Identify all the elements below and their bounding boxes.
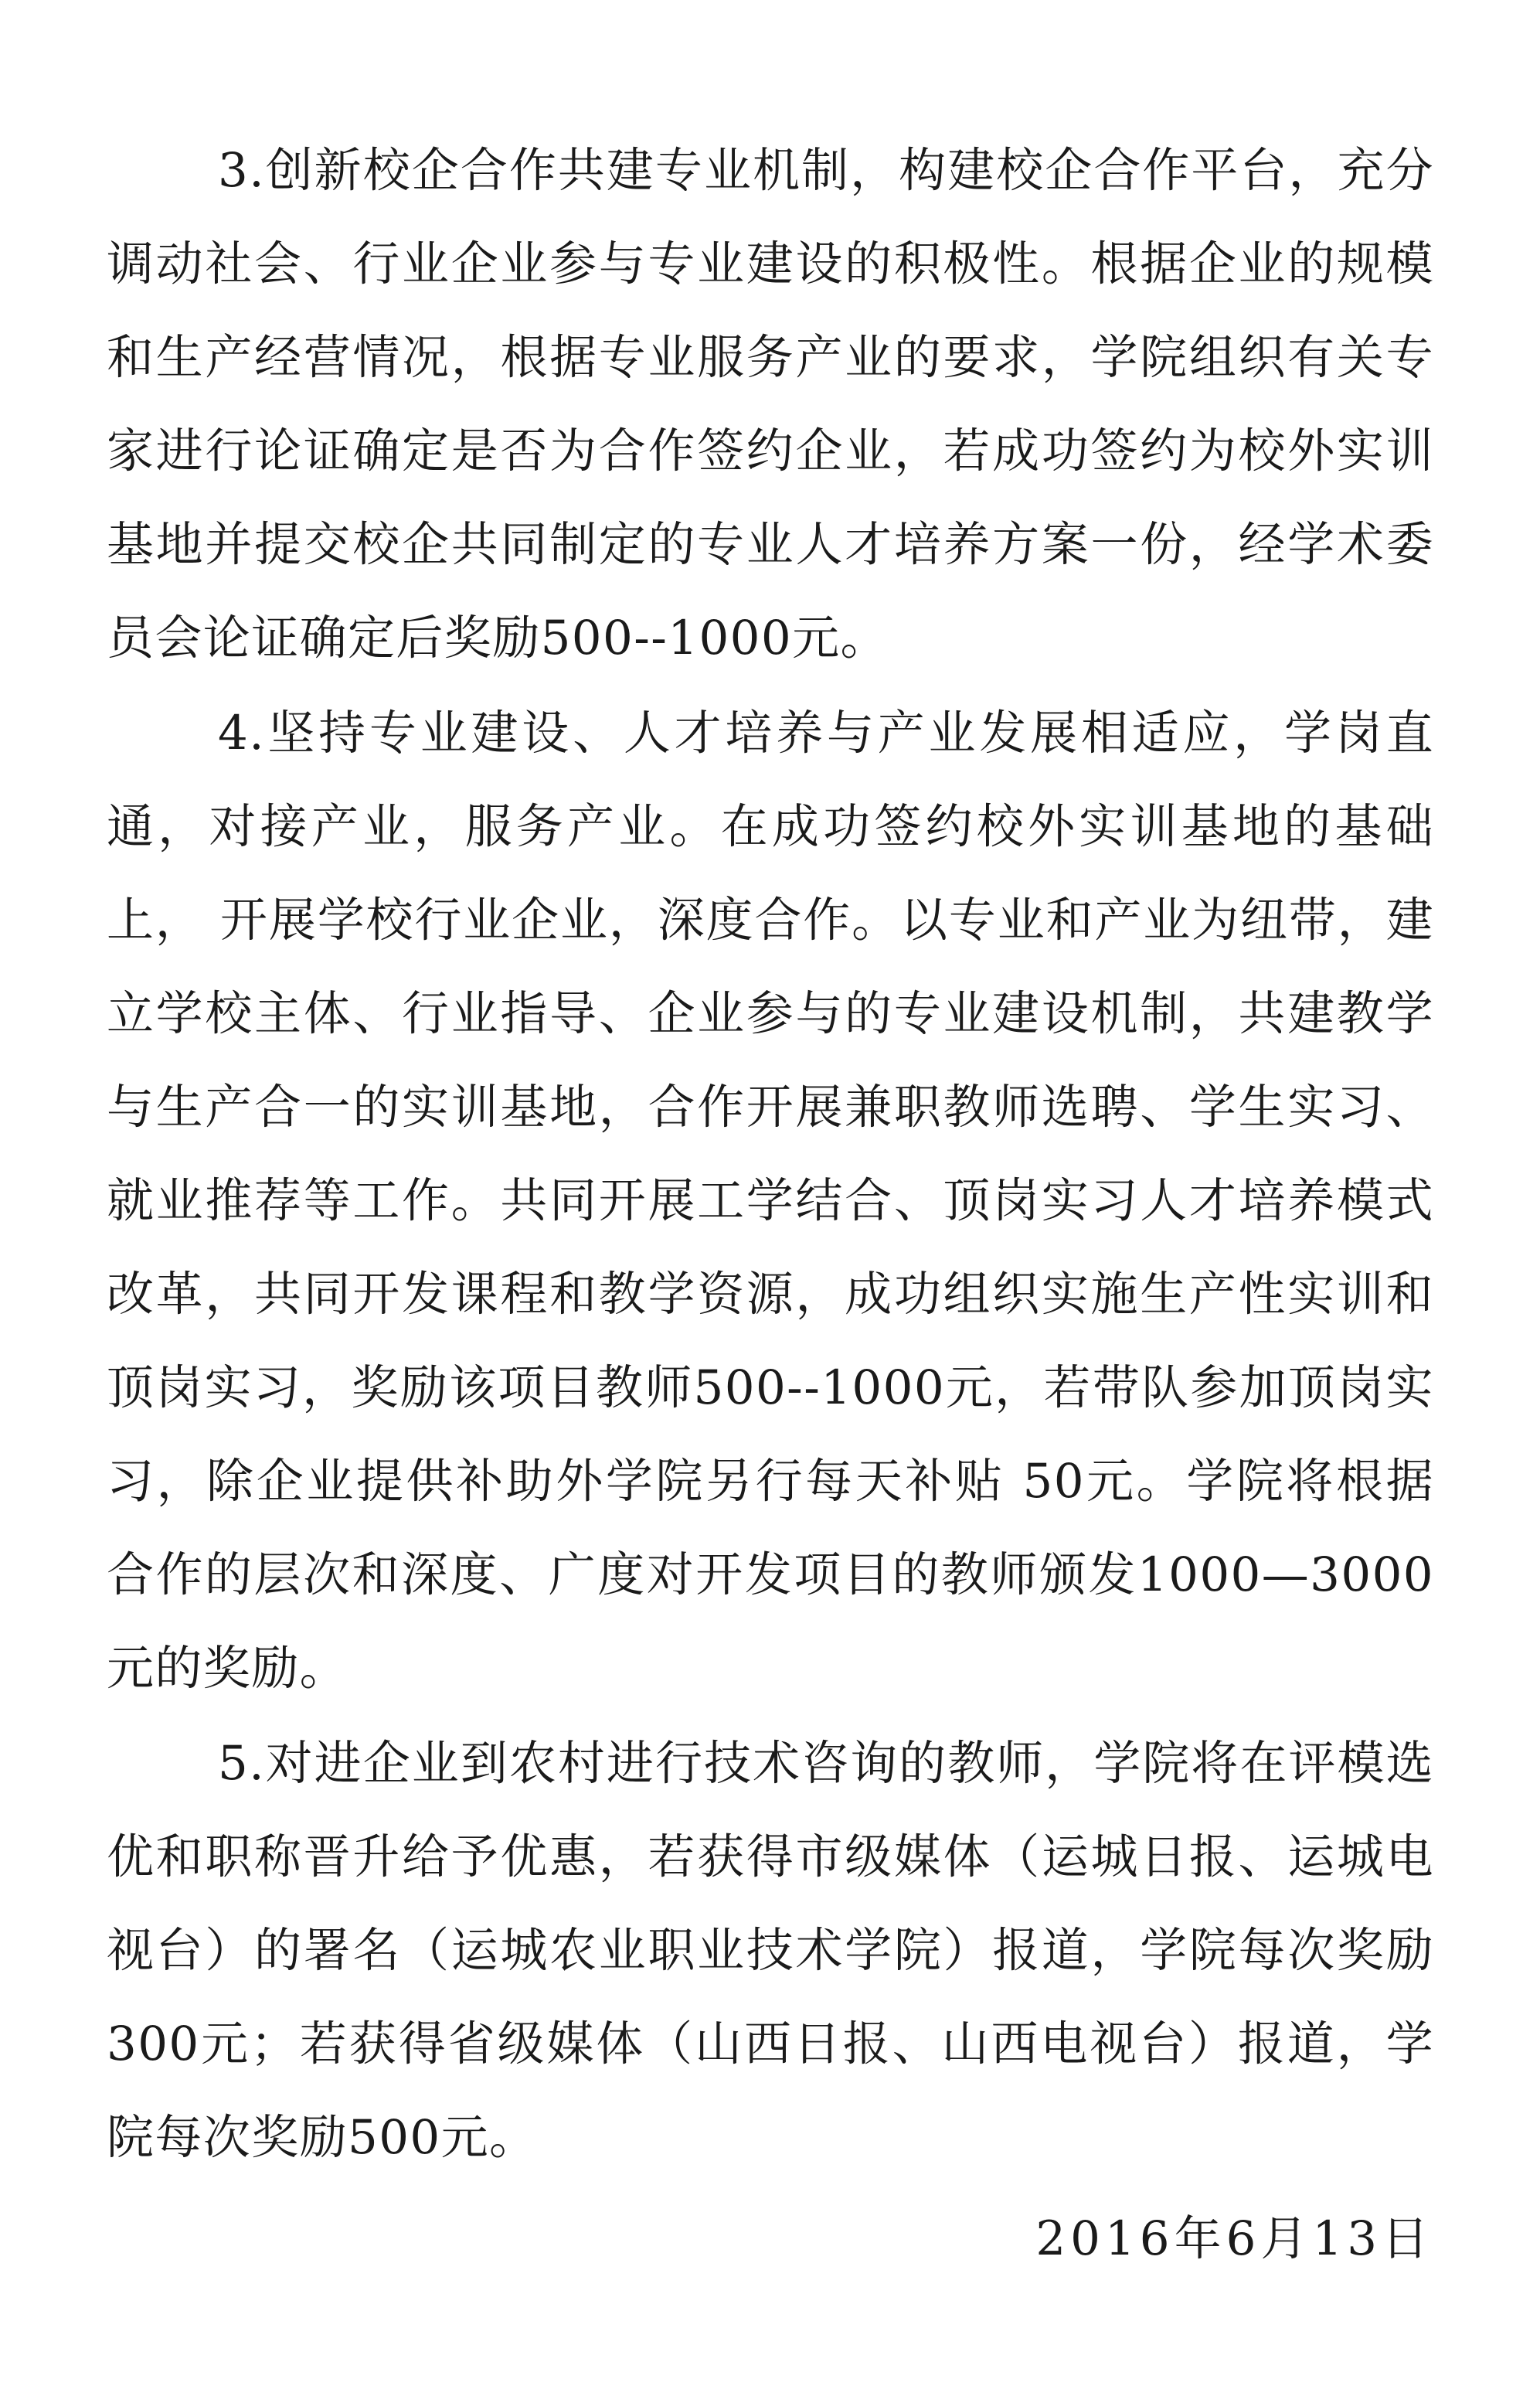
paragraph-item-4: 4.坚持专业建设、人才培养与产业发展相适应，学岗直通，对接产业，服务产业。在成功签约校外实训基地的基础上， 开展学校行业企业，深度合作。以专业和产业为纽带，建立学校主体、行业指导、企业参与的专业建设机制，共建教学与生产合一的实训基地，合作开展兼职教师选聘、学生实习、就业推荐等工作。共同开展工学结合、顶岗实习人才培养模式改革，共同开发课程和教学资源，成功组织实施生产性实训和顶岗实习，奖励该项目教师500--1000元，若带队参加顶岗实习，除企业提供补助外学院另行每天补贴 50元。学院将根据合作的层次和深度、广度对开发项目的教师颁发1000—3000元的奖励。 (107, 706, 1434, 1696)
paragraph-item-3: 3.创新校企合作共建专业机制，构建校企合作平台，充分调动社会、行业企业参与专业建设的积极性。根据企业的规模和生产经营情况，根据专业服务产业的要求，学院组织有关专家进行论证确定是否为合作签约企业，若成功签约为校外实训基地并提交校企共同制定的专业人才培养方案一份，经学术委员会论证确定后奖励500--1000元。 (107, 143, 1434, 665)
document-date: 2016年6月13日 (1035, 2211, 1433, 2266)
paragraph-item-5: 5.对进企业到农村进行技术咨询的教师，学院将在评模选优和职称晋升给予优惠，若获得市级媒体（运城日报、运城电视台）的署名（运城农业职业技术学院）报道，学院每次奖励300元；若获得省级媒体（山西日报、山西电视台）报道，学院每次奖励500元。 (107, 1736, 1434, 2165)
document-body (107, 124, 1434, 2186)
